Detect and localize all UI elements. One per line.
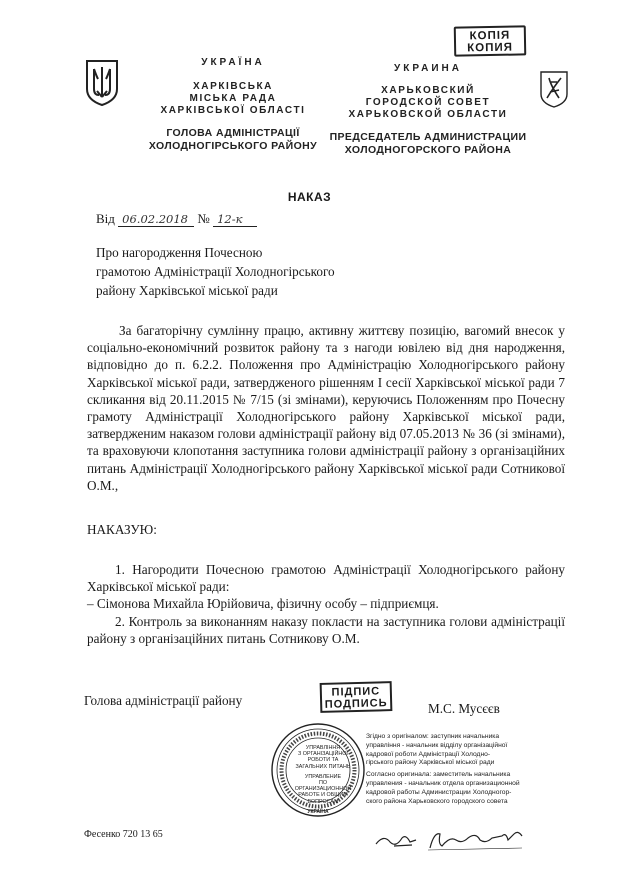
head-ru-line2: ХОЛОДНОГОРСКОГО РАЙОНА <box>344 144 512 156</box>
head-ua-line1: ГОЛОВА АДМІНІСТРАЦІЇ <box>166 127 300 139</box>
handwritten-signatures-icon <box>372 826 572 852</box>
header-ukrainian <box>128 57 338 153</box>
seal-line5: УПРАВЛЕНИЕ <box>304 773 342 780</box>
seal-line6: ПО ОРГАНИЗАЦИОННОЙ <box>294 780 352 793</box>
certification-block <box>366 733 572 806</box>
date-number-line <box>96 211 257 227</box>
kharkiv-coat-of-arms-icon <box>539 70 569 108</box>
order-keyword: НАКАЗУЮ: <box>87 522 157 537</box>
seal-line3: РОБОТИ ТА <box>307 757 339 764</box>
order-subject <box>96 243 396 300</box>
seal-line7: РАБОТЕ И ОБЩИМ <box>298 792 348 799</box>
head-ua <box>128 127 338 153</box>
subject-line1: Про нагородження Почесною <box>96 245 263 260</box>
signer-position: Голова адміністрації району <box>84 693 243 708</box>
council-ru-line2: ГОРОДСКОЙ СОВЕТ <box>365 97 491 108</box>
seal-line4: ЗАГАЛЬНИХ ПИТАНЬ <box>295 763 351 770</box>
order-item-1: 1. Нагородити Почесною грамотою Адміністрації Холодногірського району Харківської міської ради: <box>87 562 565 595</box>
seal-line2: З ОРГАНІЗАЦІЙНОЇ <box>298 751 348 758</box>
subject-line3: району Харківської міської ради <box>96 283 278 298</box>
cert-ua-line1: Згідно з оригіналом: заступник начальника <box>366 733 500 740</box>
cert-ru-line2: управления - начальник отдела организационной <box>366 779 520 787</box>
order-items <box>87 561 565 647</box>
signer-name: М.С. Мусєєв <box>428 701 500 716</box>
ukraine-trident-icon <box>84 57 120 107</box>
copy-stamp-ru: КОПИЯ <box>467 41 514 55</box>
document-title: НАКАЗ <box>287 190 332 204</box>
header-russian <box>318 63 538 157</box>
copy-stamp-ua: КОПІЯ <box>469 29 511 43</box>
head-ua-line2: ХОЛОДНОГІРСЬКОГО РАЙОНУ <box>148 140 318 152</box>
cert-ru-line3: кадровой работы Администрации Холодногор- <box>366 788 512 796</box>
council-ua-line3: ХАРКІВСЬКОЇ ОБЛАСТІ <box>160 105 306 116</box>
signature-stamp <box>320 681 393 713</box>
council-ua-line1: ХАРКІВСЬКА <box>192 81 274 92</box>
signature-stamp-ru: ПОДПИСЬ <box>324 697 388 711</box>
cert-ua-line4: гірського району Харківської міської ради <box>366 759 495 767</box>
document-date: 06.02.2018 <box>118 212 194 227</box>
council-ru-line1: ХАРЬКОВСКИЙ <box>381 85 475 96</box>
date-label: Від <box>96 211 115 226</box>
subject-line2: грамотою Адміністрації Холодногірського <box>96 264 335 279</box>
head-ru-line1: ПРЕДСЕДАТЕЛЬ АДМИНИСТРАЦИИ <box>329 131 527 143</box>
council-ru <box>318 85 538 121</box>
preamble-paragraph: За багаторічну сумлінну працю, активну життєву позицію, вагомий внесок у соціально-економічний розвиток району та з нагоди ювілею від дня народження, відповідно до п. 6.2.2. Положення про Адміністрацію Холодногірського району Харківської міської ради, затвердженого рішенням І сесії Харківської міської ради 7 скликання від 20.11.2015 № 7/15 (зі змінами), керуючись Положенням про Почесну грамоту Адміністрації Холодногірського району Харківської міської ради, затвердженим наказом голови адміністрації району від 07.05.2013 № 36 (зі змінами), та враховуючи клопотання заступника голови адміністрації району з організаційних питань Адміністрації Холодногірського району Харківської міської ради Сотникової О.М., <box>87 323 565 493</box>
country-ua: УКРАЇНА <box>201 57 265 68</box>
country-ru: УКРАИНА <box>394 63 462 74</box>
cert-ru-line1: Согласно оригинала: заместитель начальника <box>366 771 511 779</box>
cert-ru-line4: ского района Харьковского городского совета <box>366 797 508 805</box>
signature-stamp-ua: ПІДПИС <box>331 685 381 699</box>
copy-stamp <box>454 25 527 56</box>
cert-ua-line2: управління - начальник відділу організаційної <box>366 741 508 749</box>
head-ru <box>318 131 538 157</box>
seal-center-text <box>294 745 352 805</box>
document-number: 12-к <box>213 212 257 227</box>
cert-ua-line3: кадрової роботи Адміністрації Холодно- <box>366 750 491 758</box>
number-label: № <box>197 211 210 226</box>
awardee-line: – Сімонова Михайла Юрійовича, фізичну особу – підприємця. <box>87 596 439 612</box>
council-ua-line2: МІСЬКА РАДА <box>189 93 277 104</box>
council-ru-line3: ХАРЬКОВСКОЙ ОБЛАСТИ <box>348 109 508 120</box>
seal-ring-label: УКРАЇНА <box>307 809 329 815</box>
seal-line8: ВОПРОСАМ <box>307 798 339 805</box>
seal-line1: УПРАВЛІННЯ <box>305 745 341 751</box>
council-ua <box>128 81 338 117</box>
executor-footer: Фесенко 720 13 65 <box>84 829 163 840</box>
order-item-2: 2. Контроль за виконанням наказу покласти на заступника голови адміністрації району з організаційних питань Сотникову О.М. <box>87 613 565 646</box>
